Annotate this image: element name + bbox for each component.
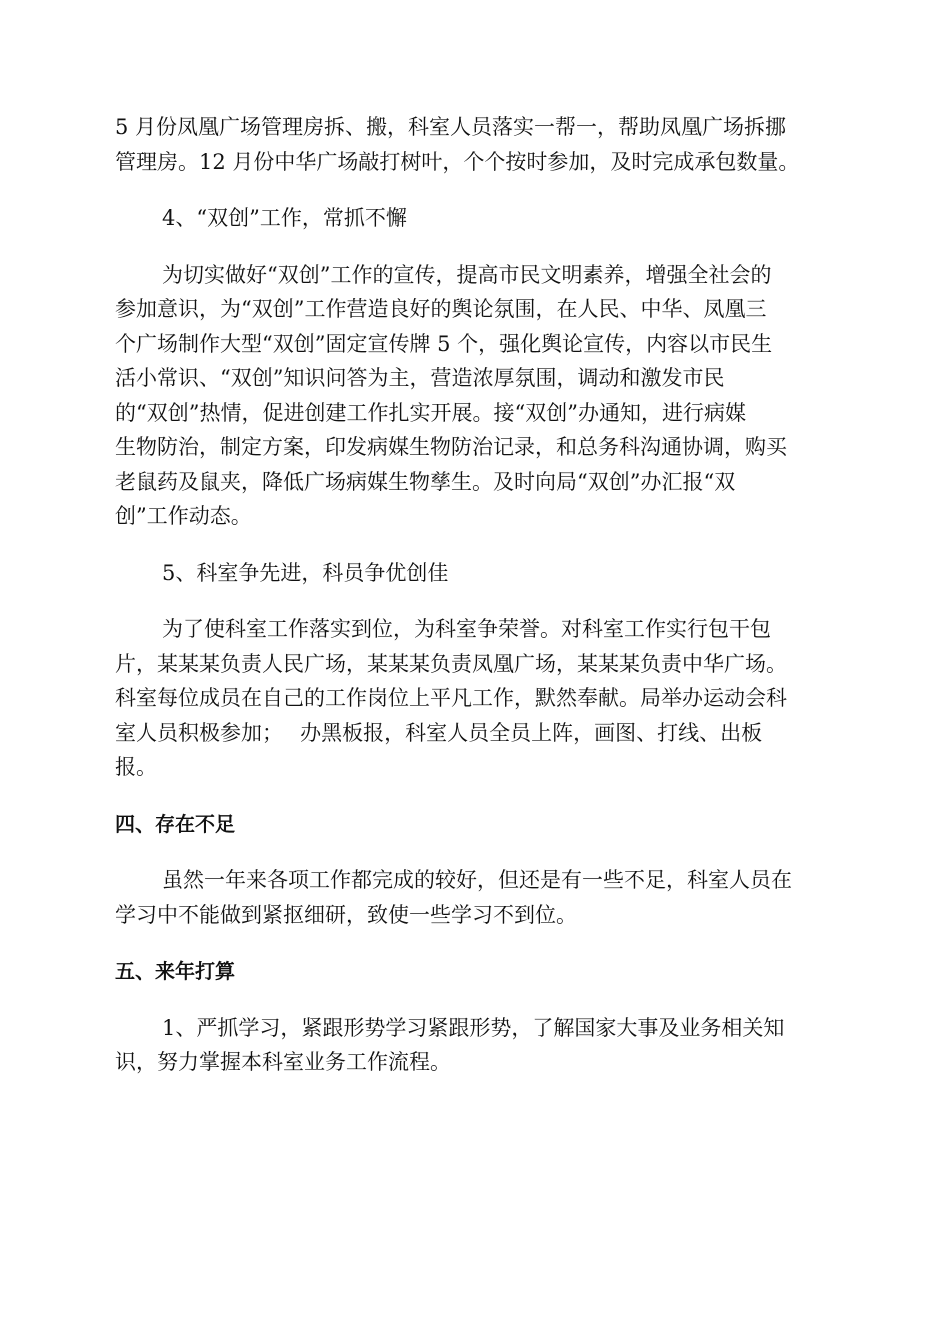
text-line: 活小常识、“双创”知识问答为主，营造浓厚氛围，调动和激发市民	[115, 366, 725, 390]
paragraph-shortcomings	[115, 863, 840, 932]
text-line: 为了使科室工作落实到位，为科室争荣誉。对科室工作实行包干包	[162, 617, 771, 641]
text-line: 创”工作动态。	[115, 504, 252, 528]
paragraph-excellence	[115, 612, 840, 785]
text-line: 学习中不能做到紧抠细研，致使一些学习不到位。	[115, 902, 577, 927]
text-line: 参加意识，为“双创”工作营造良好的舆论氛围，在人民、中华、凤凰三	[115, 297, 767, 321]
heading-text: 五、来年打算	[115, 959, 235, 983]
heading-text: 5、科室争先进，科员争优创佳	[162, 560, 449, 585]
text-line: 生物防治，制定方案，印发病媒生物防治记录，和总务科沟通协调，购买	[115, 435, 787, 459]
section-heading-next-year	[115, 954, 840, 989]
section-heading-shuangchuang	[115, 201, 840, 236]
text-line: 虽然一年来各项工作都完成的较好，但还是有一些不足，科室人员在	[162, 868, 792, 892]
paragraph-plaza-housing	[115, 110, 840, 179]
text-line: 科室每位成员在自己的工作岗位上平凡工作，默然奉献。局举办运动会科	[115, 686, 787, 710]
text-line: 的“双创”热情，促进创建工作扎实开展。接“双创”办通知，进行病媒	[115, 400, 746, 425]
paragraph-next-year	[115, 1011, 840, 1080]
text-line: 识，努力掌握本科室业务工作流程。	[115, 1050, 451, 1074]
text-line: 老鼠药及鼠夹，降低广场病媒生物孳生。及时向局“双创”办汇报“双	[115, 469, 736, 494]
paragraph-shuangchuang	[115, 258, 840, 534]
section-heading-shortcomings	[115, 807, 840, 842]
text-line: 1、严抓学习，紧跟形势学习紧跟形势，了解国家大事及业务相关知	[162, 1015, 785, 1040]
heading-text: 4、“双创”工作，常抓不懈	[162, 206, 407, 230]
section-heading-excellence	[115, 556, 840, 591]
heading-text: 四、存在不足	[115, 811, 235, 836]
text-line: 为切实做好“双创”工作的宣传，提高市民文明素养，增强全社会的	[162, 262, 772, 287]
text-line: 5 月份凤凰广场管理房拆、搬，科室人员落实一帮一，帮助凤凰广场拆挪	[115, 115, 787, 139]
document-page	[115, 110, 840, 1102]
text-line: 管理房。12 月份中华广场敲打树叶，个个按时参加，及时完成承包数量。	[115, 149, 800, 174]
text-line: 个广场制作大型“双创”固定宣传牌 5 个，强化舆论宣传，内容以市民生	[115, 331, 773, 356]
text-line: 室人员积极参加； 办黑板报，科室人员全员上阵，画图、打线、出板	[115, 720, 763, 745]
text-line: 片，某某某负责人民广场，某某某负责凤凰广场，某某某负责中华广场。	[115, 651, 787, 676]
text-line: 报。	[115, 755, 157, 779]
